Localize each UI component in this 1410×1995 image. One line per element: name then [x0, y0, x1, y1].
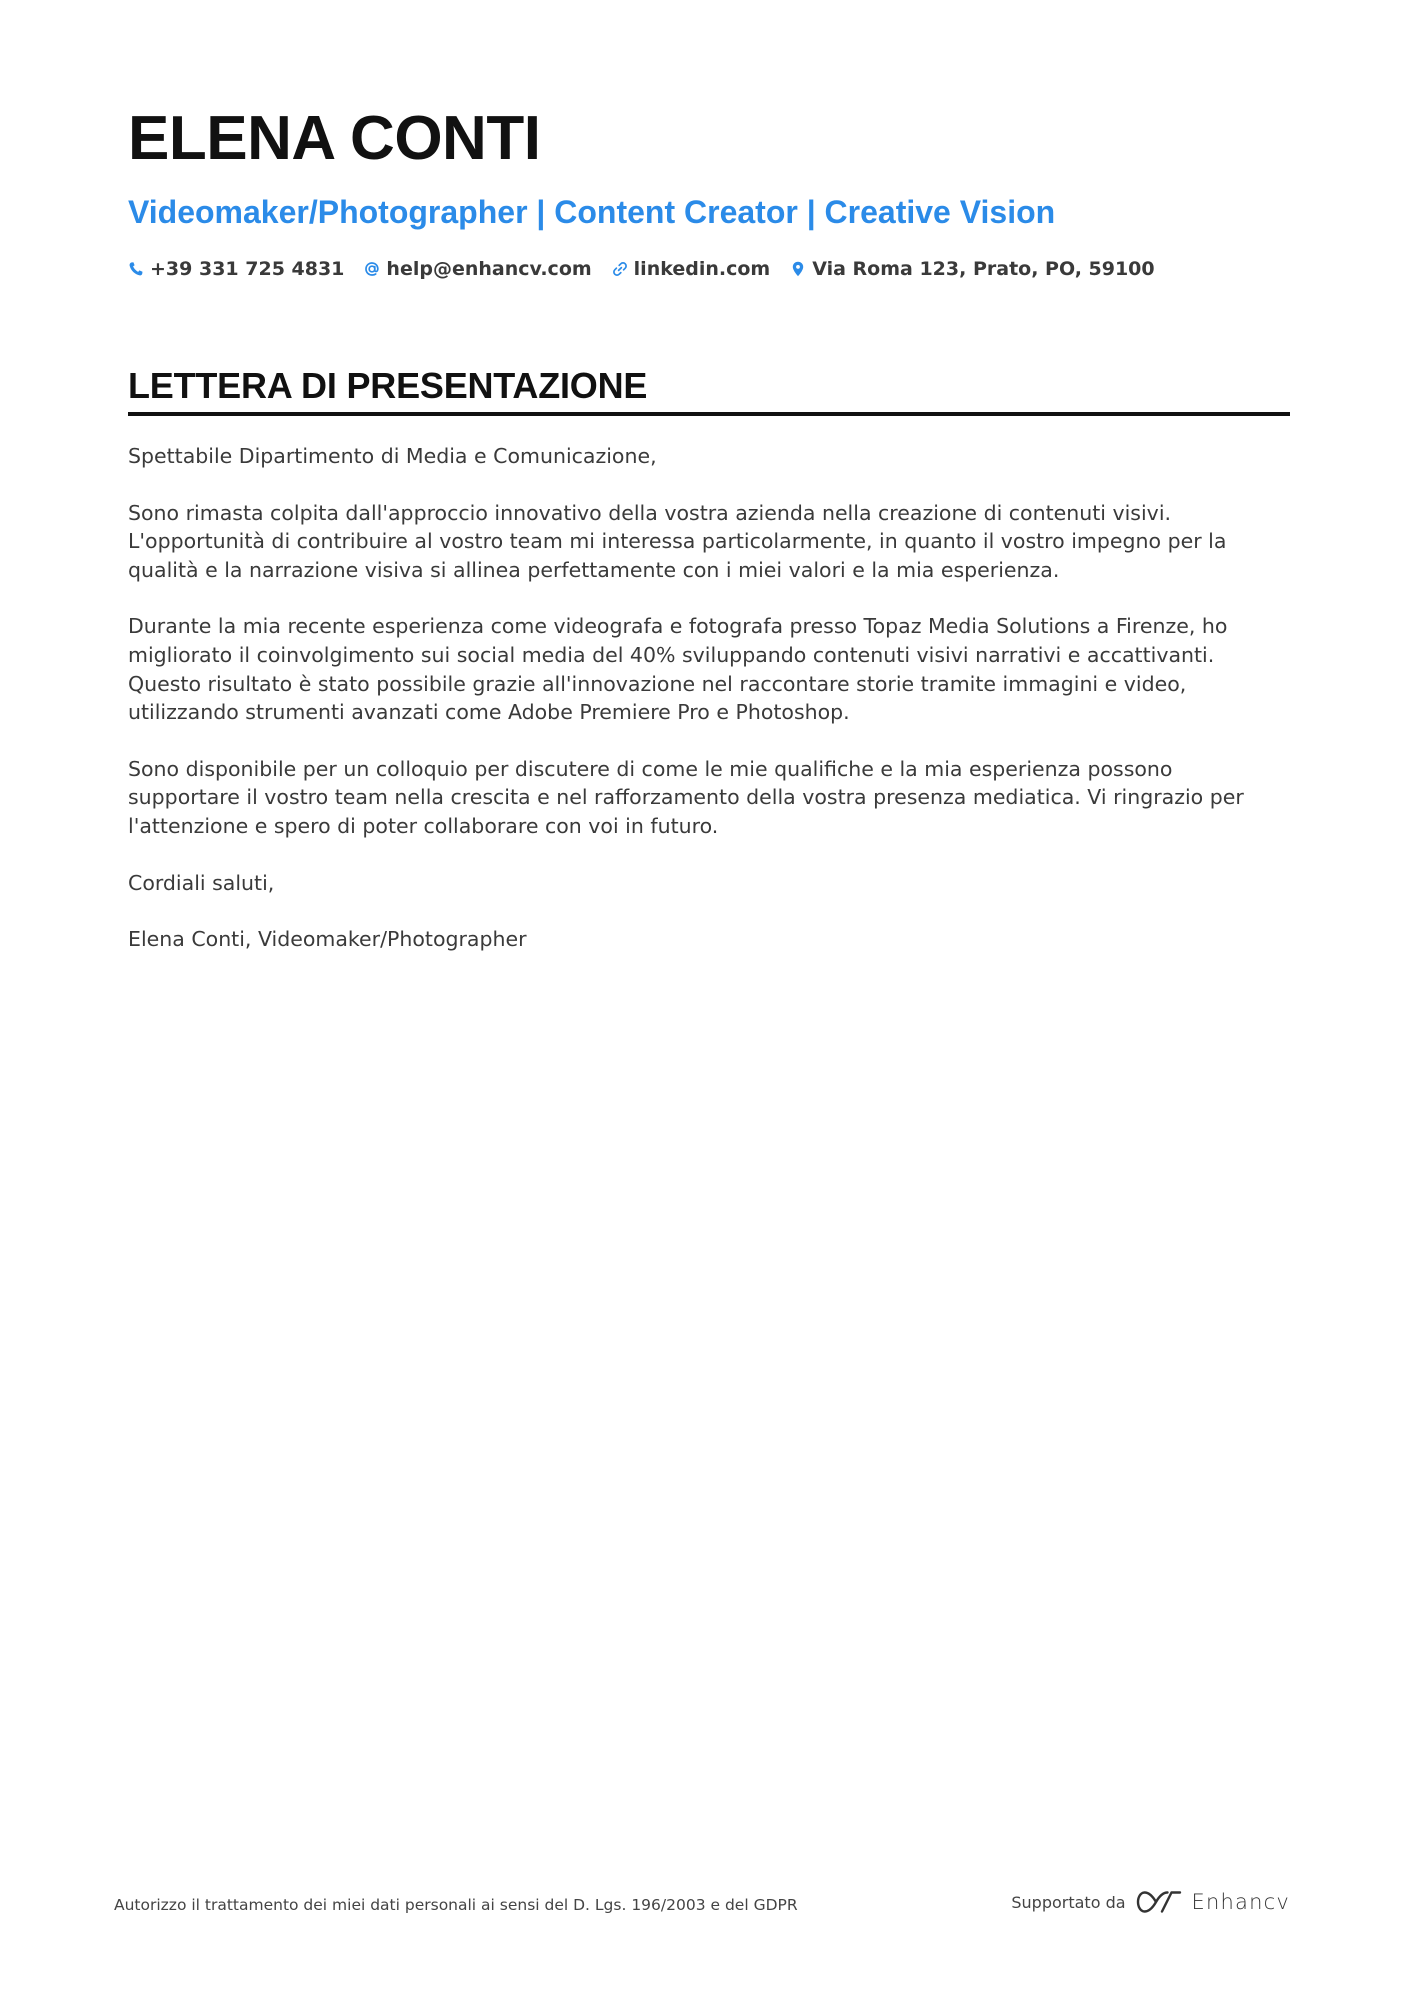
location-pin-icon [790, 261, 806, 277]
contact-address [790, 258, 1154, 280]
at-icon [364, 261, 380, 277]
powered-by-label: Supportato da [1011, 1892, 1126, 1912]
cover-letter-section [128, 365, 1290, 982]
enhancv-brand[interactable] [1136, 1889, 1290, 1915]
section-title: LETTERA DI PRESENTAZIONE [128, 368, 1290, 416]
powered-by [1011, 1889, 1290, 1915]
brand-name: Enhancv [1191, 1890, 1290, 1914]
privacy-consent-note: Autorizzo il trattamento dei miei dati personali ai sensi del D. Lgs. 196/2003 e del GDPR [114, 1896, 798, 1914]
letter-paragraph: Sono rimasta colpita dall'approccio innovativo della vostra azienda nella creazione di contenuti visivi. L'opportunità di contribuire al vostro team mi interessa particolarmente, in quanto il vostro impegno per la qualità e la narrazione visiva si allinea perfettamente con i miei valori e la mia esperienza. [128, 500, 1227, 582]
link-icon [612, 261, 628, 277]
phone-text: +39 331 725 4831 [150, 258, 345, 280]
contact-bar [128, 258, 1290, 280]
contact-phone[interactable] [128, 258, 344, 280]
header [128, 104, 1290, 280]
candidate-name: ELENA CONTI [128, 104, 541, 173]
letter-salutation: Spettabile Dipartimento di Media e Comunicazione, [128, 444, 657, 468]
contact-email[interactable] [364, 258, 591, 280]
candidate-title: Videomaker/Photographer | Content Creator | Creative Vision [128, 194, 1056, 230]
phone-icon [128, 261, 144, 277]
letter-paragraph: Durante la mia recente esperienza come videografa e fotografa presso Topaz Media Solutions a Firenze, ho migliorato il coinvolgimento sui social media del 40% sviluppando contenuti visivi narrativi e accattivanti. Questo risultato è stato possibile grazie all'innovazione nel raccontare storie tramite immagini e video, utilizzando strumenti avanzati come Adobe Premiere Pro e Photoshop. [128, 614, 1228, 725]
email-text: help@enhancv.com [386, 258, 592, 280]
letter-paragraph: Sono disponibile per un colloquio per discutere di come le mie qualifiche e la mia esperienza possono supportare il vostro team nella crescita e nel rafforzamento della vostra presenza mediatica. Vi ringrazio per l'attenzione e spero di poter collaborare con voi in futuro. [128, 756, 1244, 838]
address-text: Via Roma 123, Prato, PO, 59100 [812, 258, 1155, 280]
letter-body [128, 442, 1290, 954]
linkedin-text: linkedin.com [633, 258, 771, 280]
letter-closing: Cordiali saluti, [128, 870, 275, 895]
enhancv-logo-icon [1136, 1889, 1182, 1915]
letter-signature: Elena Conti, Videomaker/Photographer [128, 927, 527, 952]
contact-linkedin[interactable] [612, 258, 771, 280]
